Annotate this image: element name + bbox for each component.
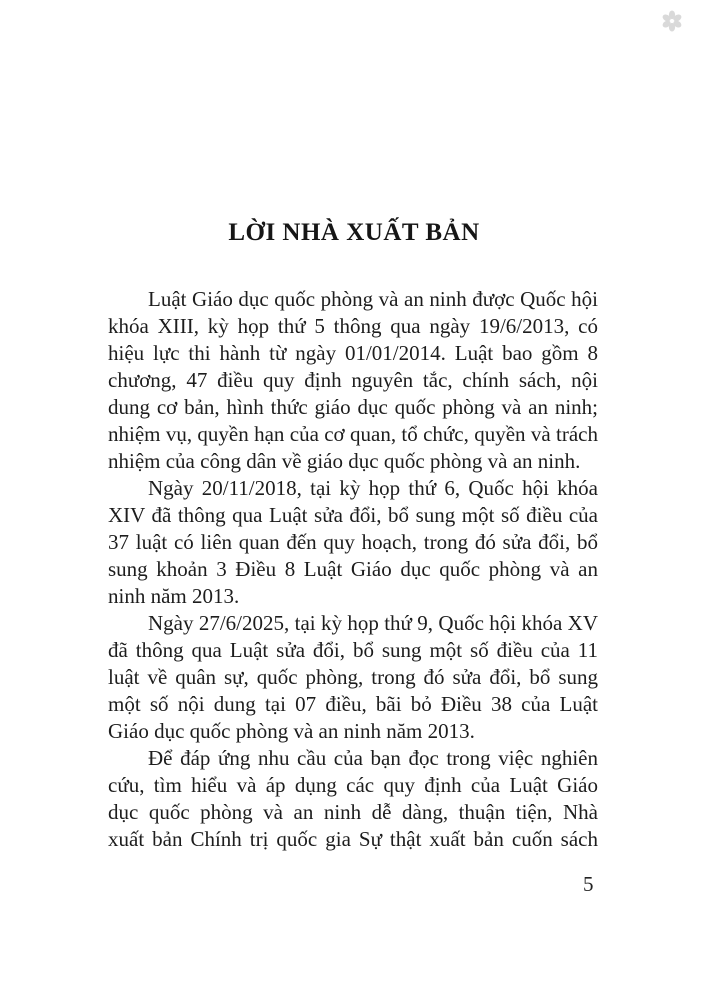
flower-icon [661, 10, 683, 32]
paragraph [108, 286, 598, 475]
text-line: đã thông qua Luật sửa đổi, bổ sung một số điều của 11 [108, 638, 598, 662]
text-line: hiệu lực thi hành từ ngày 01/01/2014. Luật bao gồm 8 [108, 341, 598, 365]
paragraph [108, 475, 598, 610]
text-line: xuất bản Chính trị quốc gia Sự thật xuất bản cuốn sách [108, 827, 598, 851]
text-line: nhiệm của công dân về giáo dục quốc phòng và an ninh. [108, 449, 581, 473]
text-line: sung khoản 3 Điều 8 Luật Giáo dục quốc phòng và an [108, 557, 598, 581]
text-line: Luật Giáo dục quốc phòng và an ninh được Quốc hội [148, 287, 598, 311]
text-line: Ngày 20/11/2018, tại kỳ họp thứ 6, Quốc hội khóa [148, 476, 598, 500]
text-line: khóa XIII, kỳ họp thứ 5 thông qua ngày 19/6/2013, có [108, 314, 598, 338]
text-line: một số nội dung tại 07 điều, bãi bỏ Điều 38 của Luật [108, 692, 598, 716]
paragraph [108, 610, 598, 745]
text-line: dung cơ bản, hình thức giáo dục quốc phòng và an ninh; [108, 395, 598, 419]
text-line: Giáo dục quốc phòng và an ninh năm 2013. [108, 719, 475, 743]
text-line: cứu, tìm hiểu và áp dụng các quy định của Luật Giáo [108, 773, 598, 797]
text-line: 37 luật có liên quan đến quy hoạch, trong đó sửa đổi, bổ [108, 530, 598, 554]
body-text [108, 286, 598, 853]
text-line: chương, 47 điều quy định nguyên tắc, chính sách, nội [108, 368, 598, 392]
text-line: ninh năm 2013. [108, 584, 240, 608]
paragraph [108, 745, 598, 853]
text-line: XIV đã thông qua Luật sửa đổi, bổ sung một số điều của [108, 503, 598, 527]
text-line: Ngày 27/6/2025, tại kỳ họp thứ 9, Quốc hội khóa XV [148, 611, 598, 635]
text-line: luật về quân sự, quốc phòng, trong đó sửa đổi, bổ sung [108, 665, 598, 689]
text-line: Để đáp ứng nhu cầu của bạn đọc trong việc nghiên [148, 746, 598, 770]
page-title: LỜI NHÀ XUẤT BẢN [228, 219, 480, 246]
text-line: dục quốc phòng và an ninh dễ dàng, thuận tiện, Nhà [108, 800, 598, 824]
text-line: nhiệm vụ, quyền hạn của cơ quan, tổ chức, quyền và trách [108, 422, 598, 446]
page-number: 5 [583, 872, 594, 896]
